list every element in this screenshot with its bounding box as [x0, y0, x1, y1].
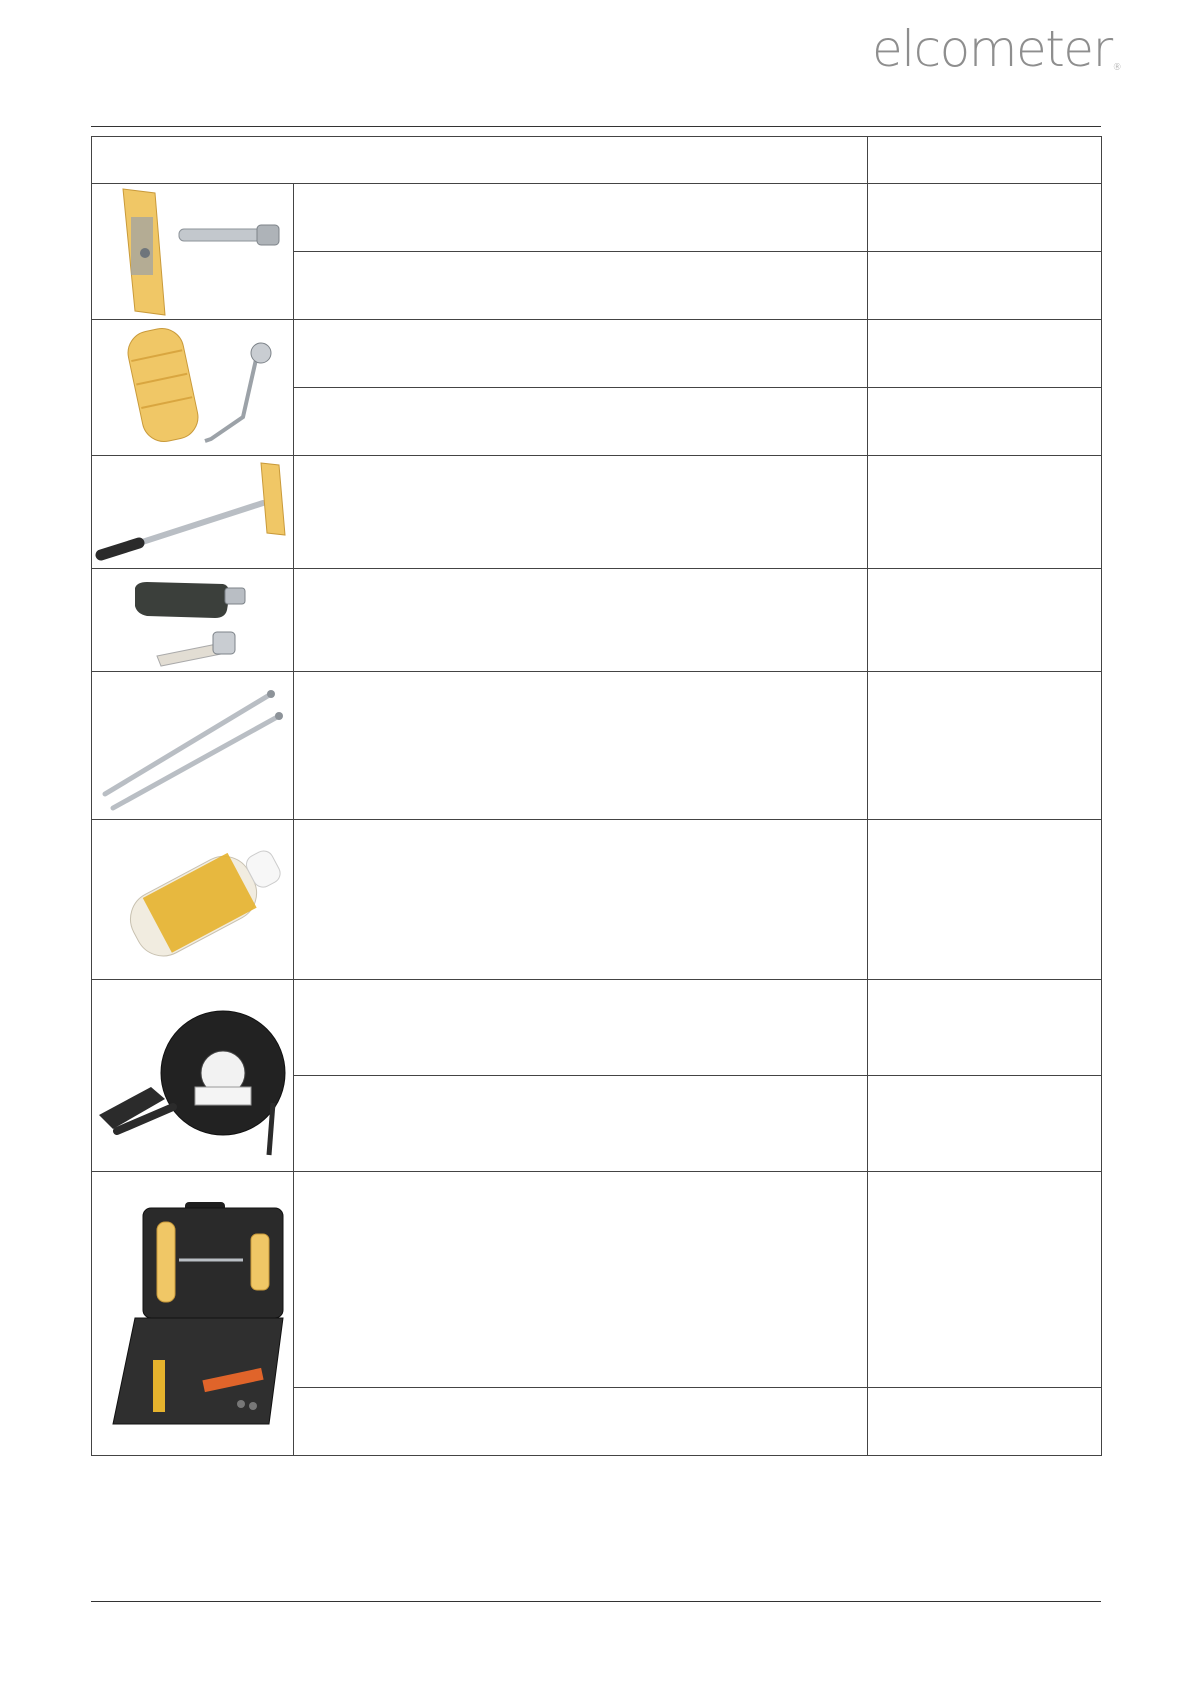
roller-sponge-probe-image	[92, 320, 294, 456]
part-number-cell	[868, 320, 1102, 388]
table-header-row	[92, 137, 1102, 184]
elcometer-logo	[872, 20, 1122, 78]
header-rule	[91, 126, 1101, 127]
footer-rule	[91, 1601, 1101, 1602]
earth-cable-reel-image	[92, 980, 294, 1172]
flat-sponge-probe-image	[92, 184, 294, 320]
part-number-cell	[868, 1172, 1102, 1388]
description-cell	[294, 569, 868, 672]
registered-mark: ®	[1112, 63, 1122, 73]
description-cell	[294, 184, 868, 252]
carry-case-kit-image	[92, 1172, 294, 1456]
table-row	[92, 569, 1102, 672]
handle-and-adaptor-image	[92, 569, 294, 672]
part-number-cell	[868, 820, 1102, 980]
part-number-cell	[868, 456, 1102, 569]
table-row	[92, 320, 1102, 388]
part-number-cell	[868, 569, 1102, 672]
description-cell	[294, 980, 868, 1076]
description-cell	[294, 672, 868, 820]
description-cell	[294, 456, 868, 569]
table-row	[92, 1172, 1102, 1388]
description-cell	[294, 820, 868, 980]
extension-rods-image	[92, 672, 294, 820]
part-number-cell	[868, 980, 1102, 1076]
part-number-cell	[868, 252, 1102, 320]
table-row	[92, 184, 1102, 252]
logo-text: elcometer	[872, 20, 1112, 78]
table-row	[92, 456, 1102, 569]
part-number-cell	[868, 1388, 1102, 1456]
table-row	[92, 980, 1102, 1076]
extension-handle-with-sponge-image	[92, 456, 294, 569]
description-cell	[294, 1172, 868, 1388]
description-cell	[294, 1388, 868, 1456]
header-part-number-cell	[868, 137, 1102, 184]
part-number-cell	[868, 388, 1102, 456]
table-row	[92, 820, 1102, 980]
description-cell	[294, 1076, 868, 1172]
part-number-cell	[868, 184, 1102, 252]
description-cell	[294, 388, 868, 456]
wetting-agent-bottle-image	[92, 820, 294, 980]
accessories-table	[91, 136, 1102, 1456]
part-number-cell	[868, 1076, 1102, 1172]
description-cell	[294, 252, 868, 320]
description-cell	[294, 320, 868, 388]
table-row	[92, 672, 1102, 820]
part-number-cell	[868, 672, 1102, 820]
header-description-cell	[92, 137, 868, 184]
